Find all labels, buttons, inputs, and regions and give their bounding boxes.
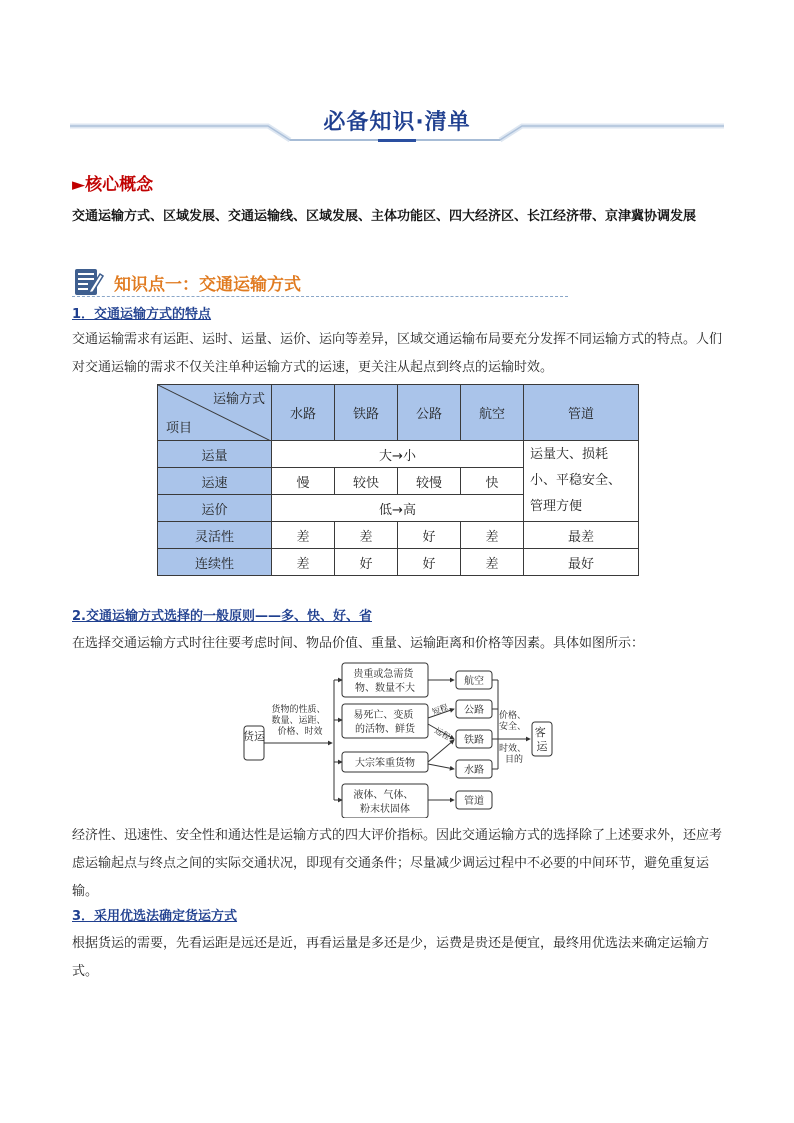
evaluation-paragraph: 经济性、迅速性、安全性和通达性是运输方式的四大评价指标。因此交通运输方式的选择除了上述要求外，还应考虑运输起点与终点之间的实际交通状况，即现有交通条件；尽量减少调运过程中不必要的中间环节，避免重复运输。 — [72, 828, 723, 899]
column-header: 航空 — [461, 385, 524, 441]
table-cell: 最差 — [524, 522, 639, 549]
column-header: 公路 — [398, 385, 461, 441]
pipeline-note-cell: 运量大、损耗小、平稳安全、管理方便 — [524, 441, 639, 522]
corner-top-label: 运输方式 — [212, 392, 265, 407]
table-cell: 最好 — [524, 549, 639, 576]
freight-label: 货运 — [243, 730, 265, 743]
row-header: 运量 — [158, 441, 272, 468]
table-corner-cell — [158, 385, 272, 441]
section-3-title: 3．采用优选法确定货运方式 — [72, 909, 238, 924]
factor-label: 货物的性质、 数量、运距、 价格、时效 — [271, 705, 326, 737]
mode-water-label: 水路 — [464, 765, 484, 776]
row-header: 连续性 — [158, 549, 272, 576]
mode-air-label: 航空 — [464, 676, 484, 687]
table-cell: 差 — [461, 549, 524, 576]
table-cell: 好 — [398, 522, 461, 549]
column-header: 管道 — [524, 385, 639, 441]
knowledge-point-title: 知识点一：交通运输方式 — [114, 275, 301, 295]
mode-pipe-label: 管道 — [464, 796, 484, 807]
row-header: 灵活性 — [158, 522, 272, 549]
core-concept-heading: ►核心概念 — [72, 175, 154, 195]
table-cell: 好 — [335, 549, 398, 576]
short-distance-label: 短程 — [431, 702, 450, 717]
goods-liquid-label: 液体、气体、 粉末状固体 — [353, 790, 414, 815]
table-cell: 慢 — [272, 468, 335, 495]
section-1-title: 1．交通运输方式的特点 — [72, 307, 212, 322]
mode-road-label: 公路 — [464, 705, 484, 716]
corner-bottom-label: 项目 — [166, 421, 193, 436]
table-cell: 差 — [272, 522, 335, 549]
notepad-icon — [72, 266, 104, 298]
table-cell: 低→高 — [272, 495, 524, 522]
column-header: 水路 — [272, 385, 335, 441]
column-header: 铁路 — [335, 385, 398, 441]
table-cell: 快 — [461, 468, 524, 495]
mode-rail-label: 铁路 — [464, 735, 484, 746]
table-cell: 大→小 — [272, 441, 524, 468]
table-cell: 差 — [461, 522, 524, 549]
right-factor-label: 价格、 安全、 时效、 目的 — [499, 711, 527, 765]
transport-selection-diagram — [236, 660, 562, 818]
long-distance-label: 远程 — [433, 725, 452, 742]
table-cell: 较快 — [335, 468, 398, 495]
dashed-divider — [72, 296, 568, 297]
transport-comparison-table — [157, 384, 639, 576]
table-cell: 好 — [398, 549, 461, 576]
goods-bulk-label: 大宗笨重货物 — [355, 758, 415, 769]
passenger-label: 客 运 — [534, 726, 548, 753]
table-cell: 差 — [272, 549, 335, 576]
goods-valuable-label: 贵重或急需货 物、数量不大 — [353, 669, 415, 694]
core-concept-text: 交通运输方式、区域发展、交通运输线、区域发展、主体功能区、四大经济区、长江经济带、京津冀协调发展 — [72, 209, 697, 224]
row-header: 运速 — [158, 468, 272, 495]
section-1-paragraph: 交通运输需求有运距、运时、运量、运价、运向等差异，区域交通运输布局要充分发挥不同运输方式的特点。人们对交通运输的需求不仅关注单种运输方式的运速，更关注从起点到终点的运输时效。 — [72, 332, 723, 375]
section-2-title: 2.交通运输方式选择的一般原则——多、快、好、省 — [72, 609, 372, 624]
section-2-paragraph: 在选择交通运输方式时往往要考虑时间、物品价值、重量、运输距离和价格等因素。具体如图所示： — [72, 636, 645, 651]
goods-perishable-label: 易死亡、变质 的活物、鲜货 — [353, 710, 415, 735]
table-cell: 差 — [335, 522, 398, 549]
page-title: 必备知识·清单 — [323, 110, 471, 135]
section-3-paragraph: 根据货运的需要，先看运距是远还是近，再看运量是多还是少，运费是贵还是便宜，最终用优选法来确定运输方式。 — [72, 936, 710, 979]
row-header: 运价 — [158, 495, 272, 522]
table-cell: 较慢 — [398, 468, 461, 495]
